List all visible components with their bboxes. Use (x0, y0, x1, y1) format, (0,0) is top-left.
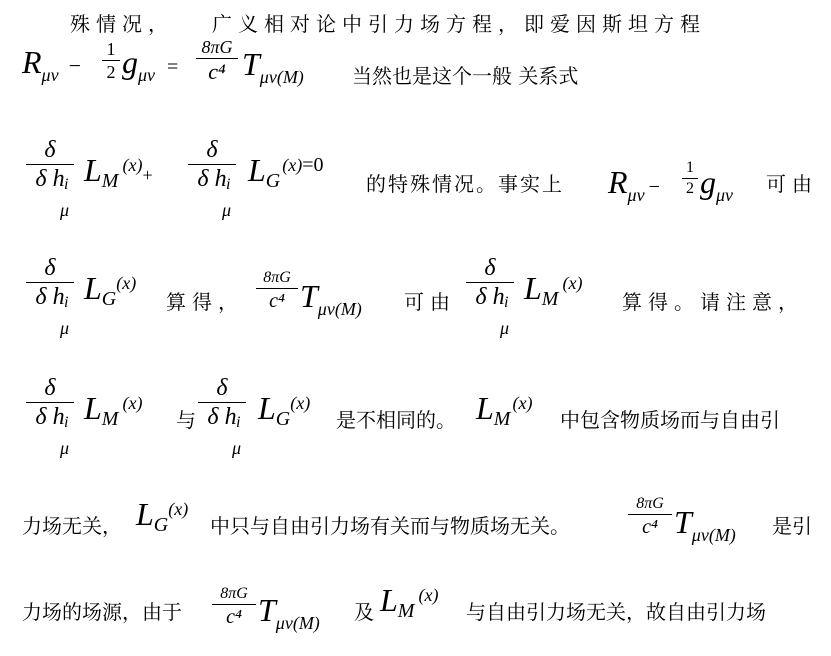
lagrangian-gravity-2: LG(x) (84, 270, 137, 310)
text-line-5c: 中包含物质场而与自由引 (560, 408, 780, 432)
lagrangian-matter: LM(x)+ (84, 152, 153, 192)
text-line-4a: 算得， (166, 290, 244, 314)
fraction-8piG-c4-3: 8πG c⁴ (628, 496, 672, 537)
text-line-6a: 力场无关， (22, 514, 122, 538)
fraction-delta-dh-6: δ δ h (198, 376, 246, 429)
text-line-2: 当然也是这个一般 关系式 (352, 64, 579, 88)
sub-mu: μ (222, 200, 232, 220)
sup-i: i (64, 176, 69, 193)
lagrangian-matter-2: LM(x) (524, 270, 583, 310)
stress-tensor: Tμν(M) (242, 46, 304, 87)
text-line-7a: 力场的场源，由于 (22, 600, 182, 624)
text-line-1b: 广义相对论中引力场方程，即爱因斯坦方程 (212, 12, 706, 36)
text-line-5a: 与 (176, 408, 196, 432)
fraction-delta-dh-4: δ δ h (466, 256, 514, 309)
fraction-8piG-c4: 8πG c⁴ (196, 38, 238, 83)
lagrangian-gravity: LG(x)=0 (248, 152, 324, 192)
ricci-term: Rμν − (608, 164, 660, 205)
text-line-5b: 是不相同的。 (336, 408, 456, 432)
fraction-delta-dh-3: δ δ h (26, 256, 74, 309)
lagrangian-matter-4: LM(x) (476, 390, 533, 430)
fraction-8piG-c4-4: 8πG c⁴ (212, 586, 256, 627)
fraction-half: 1 2 (102, 40, 120, 81)
text-line-1a: 殊情况， (70, 12, 174, 36)
sup-i: i (64, 294, 69, 311)
metric-term-2: gμν (700, 164, 734, 205)
text-line-3-end: 可由 (766, 172, 818, 196)
einstein-equation: Rμν − (22, 44, 81, 85)
stress-tensor-2: Tμν(M) (300, 278, 362, 319)
sup-i: i (504, 294, 509, 311)
fraction-delta-dh-2: δ δ h (188, 138, 236, 191)
sub-mu: μ (60, 200, 70, 220)
lagrangian-gravity-4: LG(x) (136, 496, 189, 536)
sup-i: i (64, 414, 69, 431)
fraction-delta-dh-5: δ δ h (26, 376, 74, 429)
text-line-4b: 可由 (404, 290, 456, 314)
text-line-6b: 中只与自由引力场有关而与物质场无关。 (210, 514, 570, 538)
lagrangian-matter-5: LM(x) (380, 582, 439, 622)
sup-i: i (236, 414, 241, 431)
lagrangian-gravity-3: LG(x) (258, 390, 311, 430)
sub-mu: μ (232, 438, 242, 458)
text-line-6c: 是引 (772, 514, 812, 538)
sub-mu: μ (60, 438, 70, 458)
stress-tensor-3: Tμν(M) (674, 504, 736, 545)
text-line-7b: 及 (354, 600, 374, 624)
text-line-4c: 算得。请注意， (622, 290, 804, 314)
stress-tensor-4: Tμν(M) (258, 592, 320, 633)
fraction-half-2: 1 2 (682, 160, 698, 197)
lagrangian-matter-3: LM(x) (84, 390, 143, 430)
sup-i: i (226, 176, 231, 193)
text-line-7c: 与自由引力场无关，故自由引力场 (466, 600, 766, 624)
sub-mu: μ (60, 318, 70, 338)
metric-term: gμν = (122, 44, 179, 85)
fraction-delta-dh-1: δ δ h (26, 138, 74, 191)
sub-mu: μ (500, 318, 510, 338)
text-line-3: 的特殊情况。事实上 (366, 172, 564, 196)
fraction-8piG-c4-2: 8πG c⁴ (256, 270, 298, 311)
